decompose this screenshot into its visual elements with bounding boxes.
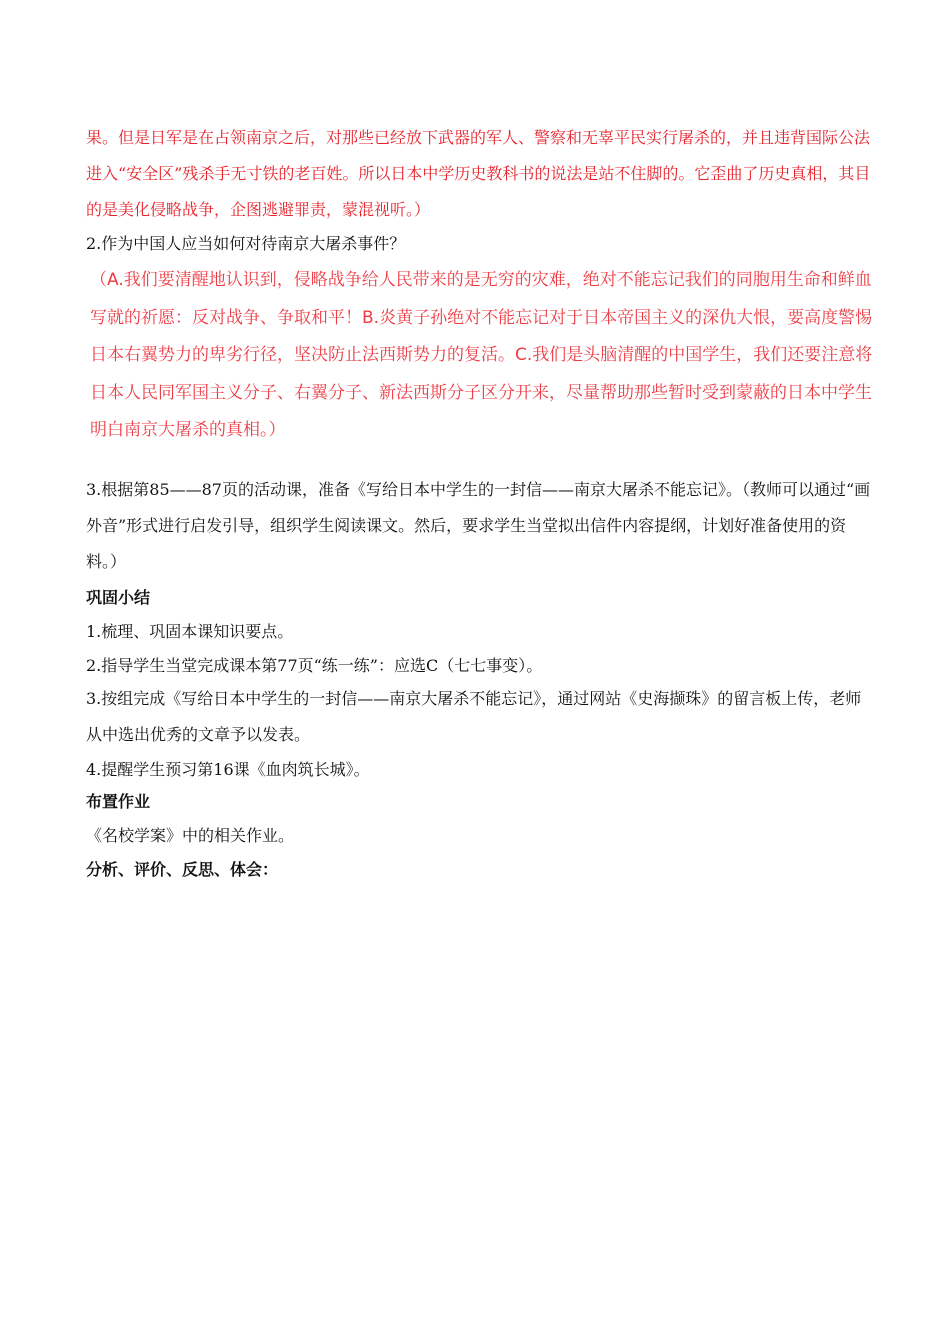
section-heading-consolidate: 巩固小结 [86, 588, 151, 607]
consolidate-item-2: 2.指导学生当堂完成课本第77页“练一练”：应选C（七七事变）。 [86, 656, 543, 675]
question-3: 3.根据第85——87页的活动课，准备《写给日本中学生的一封信——南京大屠杀不能忘记》。（教师可以通过“画外音”形式进行启发引导，组织学生阅读课文。然后，要求学生当堂拟出信件内容提纲，计划好准备使用的资料。） [86, 480, 871, 571]
homework-text: 《名校学案》中的相关作业。 [86, 826, 295, 845]
consolidate-item-3: 3.按组完成《写给日本中学生的一封信——南京大屠杀不能忘记》，通过网站《史海撷珠》的留言板上传，老师从中选出优秀的文章予以发表。 [86, 689, 862, 744]
consolidate-item-4: 4.提醒学生预习第16课《血肉筑长城》。 [86, 760, 370, 779]
consolidate-item-1: 1.梳理、巩固本课知识要点。 [86, 622, 294, 641]
answer-2: （A.我们要清醒地认识到，侵略战争给人民带来的是无穷的灾难，绝对不能忘记我们的同胞用生命和鲜血写就的祈愿：反对战争、争取和平！B.炎黄子孙绝对不能忘记对于日本帝国主义的深仇大恨，要高度警惕日本右翼势力的卑劣行径，坚决防止法西斯势力的复活。C.我们是头脑清醒的中国学生，我们还要注意将日本人民同军国主义分子、右翼分子、新法西斯分子区分开来，尽量帮助那些暂时受到蒙蔽的日本中学生明白南京大屠杀的真相。） [90, 270, 873, 440]
section-heading-reflection: 分析、评价、反思、体会： [86, 860, 279, 879]
answer-1-continuation: 果。但是日军是在占领南京之后，对那些已经放下武器的军人、警察和无辜平民实行屠杀的，并且违背国际公法进入“安全区”残杀手无寸铁的老百姓。所以日本中学历史教科书的说法是站不住脚的。它歪曲了历史真相，其目的是美化侵略战争，企图逃避罪责，蒙混视听。） [86, 128, 871, 219]
section-heading-homework: 布置作业 [86, 792, 151, 811]
question-2: 2.作为中国人应当如何对待南京大屠杀事件？ [86, 234, 406, 253]
